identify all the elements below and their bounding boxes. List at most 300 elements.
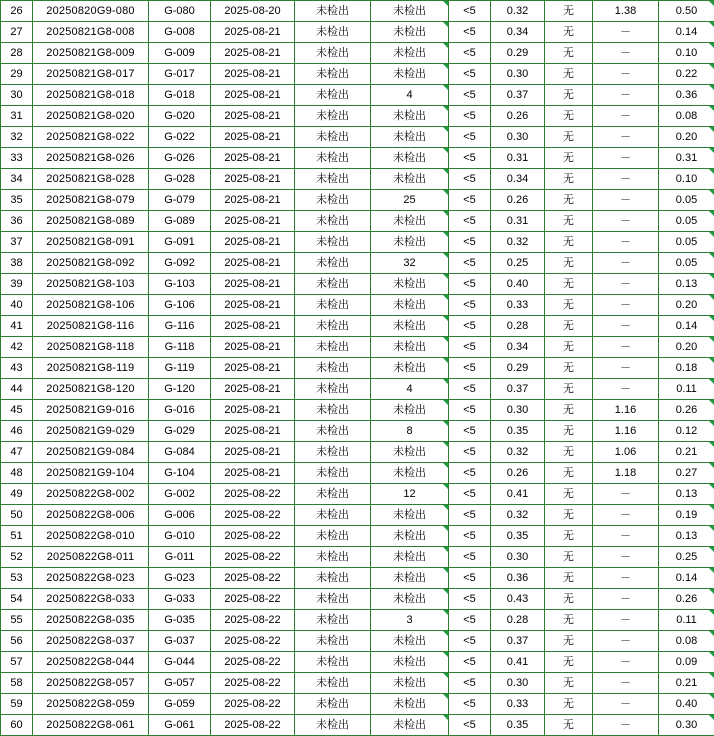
cell-date[interactable]: 2025-08-22 — [211, 673, 295, 694]
cell-index[interactable]: 28 — [1, 43, 33, 64]
cell-result-7[interactable]: 0.40 — [659, 694, 714, 715]
cell-result-4[interactable]: 0.33 — [491, 694, 545, 715]
cell-result-6[interactable]: － — [593, 652, 659, 673]
cell-result-6[interactable]: 1.38 — [593, 1, 659, 22]
cell-result-6[interactable]: － — [593, 148, 659, 169]
cell-result-5[interactable]: 无 — [545, 337, 593, 358]
cell-result-7[interactable]: 0.05 — [659, 232, 714, 253]
cell-index[interactable]: 36 — [1, 211, 33, 232]
cell-result-3[interactable]: <5 — [449, 190, 491, 211]
cell-sample-id[interactable]: 20250821G9-029 — [33, 421, 149, 442]
cell-result-2[interactable]: 未检出 — [371, 400, 449, 421]
cell-result-6[interactable]: － — [593, 85, 659, 106]
cell-result-1[interactable]: 未检出 — [295, 85, 371, 106]
cell-sample-id[interactable]: 20250821G8-103 — [33, 274, 149, 295]
cell-result-5[interactable]: 无 — [545, 421, 593, 442]
cell-result-2[interactable]: 未检出 — [371, 442, 449, 463]
cell-result-3[interactable]: <5 — [449, 526, 491, 547]
cell-result-3[interactable]: <5 — [449, 1, 491, 22]
cell-result-7[interactable]: 0.05 — [659, 253, 714, 274]
cell-index[interactable]: 38 — [1, 253, 33, 274]
cell-code[interactable]: G-037 — [149, 631, 211, 652]
cell-result-6[interactable]: － — [593, 337, 659, 358]
cell-result-4[interactable]: 0.26 — [491, 190, 545, 211]
cell-result-4[interactable]: 0.41 — [491, 484, 545, 505]
cell-result-5[interactable]: 无 — [545, 484, 593, 505]
cell-result-7[interactable]: 0.12 — [659, 421, 714, 442]
cell-result-5[interactable]: 无 — [545, 505, 593, 526]
cell-result-6[interactable]: － — [593, 295, 659, 316]
cell-result-5[interactable]: 无 — [545, 22, 593, 43]
cell-result-2[interactable]: 未检出 — [371, 358, 449, 379]
cell-code[interactable]: G-016 — [149, 400, 211, 421]
cell-code[interactable]: G-022 — [149, 127, 211, 148]
cell-result-5[interactable]: 无 — [545, 694, 593, 715]
cell-result-5[interactable]: 无 — [545, 400, 593, 421]
cell-result-1[interactable]: 未检出 — [295, 547, 371, 568]
cell-result-7[interactable]: 0.08 — [659, 631, 714, 652]
cell-sample-id[interactable]: 20250821G9-084 — [33, 442, 149, 463]
cell-result-7[interactable]: 0.05 — [659, 211, 714, 232]
cell-result-4[interactable]: 0.25 — [491, 253, 545, 274]
cell-date[interactable]: 2025-08-21 — [211, 85, 295, 106]
cell-result-1[interactable]: 未检出 — [295, 673, 371, 694]
cell-result-2[interactable]: 未检出 — [371, 148, 449, 169]
cell-sample-id[interactable]: 20250822G8-037 — [33, 631, 149, 652]
cell-result-7[interactable]: 0.18 — [659, 358, 714, 379]
cell-index[interactable]: 58 — [1, 673, 33, 694]
cell-result-2[interactable]: 未检出 — [371, 22, 449, 43]
cell-result-3[interactable]: <5 — [449, 127, 491, 148]
cell-result-4[interactable]: 0.36 — [491, 568, 545, 589]
cell-sample-id[interactable]: 20250822G8-044 — [33, 652, 149, 673]
cell-result-5[interactable]: 无 — [545, 610, 593, 631]
cell-index[interactable]: 37 — [1, 232, 33, 253]
cell-result-5[interactable]: 无 — [545, 547, 593, 568]
cell-date[interactable]: 2025-08-22 — [211, 547, 295, 568]
cell-result-4[interactable]: 0.31 — [491, 211, 545, 232]
cell-code[interactable]: G-084 — [149, 442, 211, 463]
cell-result-1[interactable]: 未检出 — [295, 169, 371, 190]
cell-result-3[interactable]: <5 — [449, 106, 491, 127]
cell-result-5[interactable]: 无 — [545, 463, 593, 484]
cell-index[interactable]: 40 — [1, 295, 33, 316]
cell-result-5[interactable]: 无 — [545, 316, 593, 337]
cell-date[interactable]: 2025-08-21 — [211, 316, 295, 337]
cell-result-2[interactable]: 4 — [371, 85, 449, 106]
cell-result-3[interactable]: <5 — [449, 715, 491, 736]
cell-code[interactable]: G-057 — [149, 673, 211, 694]
cell-result-7[interactable]: 0.10 — [659, 169, 714, 190]
cell-result-6[interactable]: 1.18 — [593, 463, 659, 484]
cell-result-3[interactable]: <5 — [449, 169, 491, 190]
cell-date[interactable]: 2025-08-22 — [211, 505, 295, 526]
cell-result-1[interactable]: 未检出 — [295, 379, 371, 400]
cell-result-1[interactable]: 未检出 — [295, 127, 371, 148]
cell-result-2[interactable]: 未检出 — [371, 505, 449, 526]
cell-result-4[interactable]: 0.35 — [491, 715, 545, 736]
cell-result-7[interactable]: 0.30 — [659, 715, 714, 736]
cell-result-6[interactable]: － — [593, 673, 659, 694]
cell-result-2[interactable]: 未检出 — [371, 211, 449, 232]
cell-sample-id[interactable]: 20250821G8-026 — [33, 148, 149, 169]
cell-result-4[interactable]: 0.28 — [491, 610, 545, 631]
cell-date[interactable]: 2025-08-21 — [211, 43, 295, 64]
cell-code[interactable]: G-023 — [149, 568, 211, 589]
cell-result-3[interactable]: <5 — [449, 148, 491, 169]
cell-code[interactable]: G-092 — [149, 253, 211, 274]
cell-result-3[interactable]: <5 — [449, 610, 491, 631]
cell-date[interactable]: 2025-08-21 — [211, 463, 295, 484]
cell-index[interactable]: 29 — [1, 64, 33, 85]
cell-result-1[interactable]: 未检出 — [295, 274, 371, 295]
cell-result-3[interactable]: <5 — [449, 505, 491, 526]
cell-index[interactable]: 50 — [1, 505, 33, 526]
cell-result-2[interactable]: 4 — [371, 379, 449, 400]
cell-sample-id[interactable]: 20250821G8-119 — [33, 358, 149, 379]
cell-result-6[interactable]: － — [593, 547, 659, 568]
cell-result-4[interactable]: 0.34 — [491, 169, 545, 190]
cell-result-2[interactable]: 未检出 — [371, 295, 449, 316]
cell-result-7[interactable]: 0.14 — [659, 22, 714, 43]
cell-result-1[interactable]: 未检出 — [295, 43, 371, 64]
cell-result-1[interactable]: 未检出 — [295, 463, 371, 484]
cell-index[interactable]: 54 — [1, 589, 33, 610]
cell-result-5[interactable]: 无 — [545, 190, 593, 211]
cell-result-6[interactable]: － — [593, 505, 659, 526]
cell-result-1[interactable]: 未检出 — [295, 295, 371, 316]
cell-result-6[interactable]: － — [593, 568, 659, 589]
cell-code[interactable]: G-079 — [149, 190, 211, 211]
cell-result-2[interactable]: 未检出 — [371, 568, 449, 589]
cell-result-3[interactable]: <5 — [449, 421, 491, 442]
cell-result-1[interactable]: 未检出 — [295, 631, 371, 652]
cell-code[interactable]: G-044 — [149, 652, 211, 673]
cell-index[interactable]: 49 — [1, 484, 33, 505]
cell-sample-id[interactable]: 20250821G9-104 — [33, 463, 149, 484]
cell-code[interactable]: G-080 — [149, 1, 211, 22]
cell-result-3[interactable]: <5 — [449, 463, 491, 484]
cell-result-3[interactable]: <5 — [449, 379, 491, 400]
cell-date[interactable]: 2025-08-21 — [211, 127, 295, 148]
cell-result-4[interactable]: 0.37 — [491, 85, 545, 106]
cell-result-7[interactable]: 0.11 — [659, 379, 714, 400]
cell-sample-id[interactable]: 20250821G8-089 — [33, 211, 149, 232]
cell-result-7[interactable]: 0.19 — [659, 505, 714, 526]
cell-result-5[interactable]: 无 — [545, 85, 593, 106]
cell-code[interactable]: G-104 — [149, 463, 211, 484]
cell-result-4[interactable]: 0.32 — [491, 1, 545, 22]
cell-sample-id[interactable]: 20250821G8-091 — [33, 232, 149, 253]
cell-date[interactable]: 2025-08-21 — [211, 253, 295, 274]
cell-sample-id[interactable]: 20250821G8-022 — [33, 127, 149, 148]
cell-date[interactable]: 2025-08-21 — [211, 169, 295, 190]
cell-result-1[interactable]: 未检出 — [295, 589, 371, 610]
cell-code[interactable]: G-116 — [149, 316, 211, 337]
cell-result-2[interactable]: 未检出 — [371, 463, 449, 484]
cell-result-5[interactable]: 无 — [545, 253, 593, 274]
cell-date[interactable]: 2025-08-22 — [211, 589, 295, 610]
cell-result-3[interactable]: <5 — [449, 673, 491, 694]
cell-code[interactable]: G-103 — [149, 274, 211, 295]
cell-date[interactable]: 2025-08-21 — [211, 148, 295, 169]
cell-result-1[interactable]: 未检出 — [295, 1, 371, 22]
cell-result-3[interactable]: <5 — [449, 43, 491, 64]
cell-result-3[interactable]: <5 — [449, 337, 491, 358]
cell-result-1[interactable]: 未检出 — [295, 526, 371, 547]
cell-result-1[interactable]: 未检出 — [295, 421, 371, 442]
cell-result-1[interactable]: 未检出 — [295, 652, 371, 673]
cell-result-6[interactable]: － — [593, 694, 659, 715]
cell-sample-id[interactable]: 20250821G8-018 — [33, 85, 149, 106]
cell-code[interactable]: G-089 — [149, 211, 211, 232]
cell-sample-id[interactable]: 20250821G8-008 — [33, 22, 149, 43]
cell-index[interactable]: 53 — [1, 568, 33, 589]
cell-index[interactable]: 30 — [1, 85, 33, 106]
cell-date[interactable]: 2025-08-21 — [211, 106, 295, 127]
cell-result-6[interactable]: 1.06 — [593, 442, 659, 463]
cell-date[interactable]: 2025-08-21 — [211, 379, 295, 400]
cell-result-2[interactable]: 未检出 — [371, 673, 449, 694]
cell-result-3[interactable]: <5 — [449, 568, 491, 589]
cell-index[interactable]: 27 — [1, 22, 33, 43]
cell-result-7[interactable]: 0.22 — [659, 64, 714, 85]
cell-result-6[interactable]: － — [593, 106, 659, 127]
cell-sample-id[interactable]: 20250821G8-079 — [33, 190, 149, 211]
cell-result-4[interactable]: 0.34 — [491, 337, 545, 358]
cell-date[interactable]: 2025-08-22 — [211, 631, 295, 652]
cell-date[interactable]: 2025-08-21 — [211, 400, 295, 421]
cell-result-4[interactable]: 0.26 — [491, 106, 545, 127]
cell-result-1[interactable]: 未检出 — [295, 106, 371, 127]
cell-result-6[interactable]: － — [593, 589, 659, 610]
cell-result-4[interactable]: 0.32 — [491, 505, 545, 526]
cell-result-7[interactable]: 0.14 — [659, 568, 714, 589]
cell-result-2[interactable]: 8 — [371, 421, 449, 442]
cell-result-7[interactable]: 0.26 — [659, 400, 714, 421]
cell-result-4[interactable]: 0.32 — [491, 232, 545, 253]
cell-result-1[interactable]: 未检出 — [295, 694, 371, 715]
cell-result-3[interactable]: <5 — [449, 358, 491, 379]
cell-result-2[interactable]: 25 — [371, 190, 449, 211]
cell-sample-id[interactable]: 20250821G8-009 — [33, 43, 149, 64]
cell-code[interactable]: G-091 — [149, 232, 211, 253]
cell-result-7[interactable]: 0.09 — [659, 652, 714, 673]
cell-result-4[interactable]: 0.30 — [491, 400, 545, 421]
cell-index[interactable]: 48 — [1, 463, 33, 484]
cell-result-7[interactable]: 0.26 — [659, 589, 714, 610]
cell-sample-id[interactable]: 20250822G8-035 — [33, 610, 149, 631]
cell-result-6[interactable]: － — [593, 631, 659, 652]
cell-date[interactable]: 2025-08-22 — [211, 526, 295, 547]
cell-result-4[interactable]: 0.26 — [491, 463, 545, 484]
cell-result-5[interactable]: 无 — [545, 64, 593, 85]
cell-result-4[interactable]: 0.41 — [491, 652, 545, 673]
cell-sample-id[interactable]: 20250821G8-120 — [33, 379, 149, 400]
cell-result-6[interactable]: － — [593, 610, 659, 631]
cell-result-2[interactable]: 未检出 — [371, 337, 449, 358]
cell-result-5[interactable]: 无 — [545, 652, 593, 673]
cell-code[interactable]: G-119 — [149, 358, 211, 379]
cell-code[interactable]: G-006 — [149, 505, 211, 526]
cell-result-6[interactable]: － — [593, 43, 659, 64]
cell-code[interactable]: G-120 — [149, 379, 211, 400]
cell-result-3[interactable]: <5 — [449, 211, 491, 232]
cell-result-7[interactable]: 0.10 — [659, 43, 714, 64]
cell-result-1[interactable]: 未检出 — [295, 232, 371, 253]
cell-result-4[interactable]: 0.30 — [491, 673, 545, 694]
cell-result-2[interactable]: 未检出 — [371, 316, 449, 337]
cell-index[interactable]: 34 — [1, 169, 33, 190]
cell-index[interactable]: 32 — [1, 127, 33, 148]
cell-index[interactable]: 26 — [1, 1, 33, 22]
cell-result-7[interactable]: 0.50 — [659, 1, 714, 22]
cell-result-3[interactable]: <5 — [449, 274, 491, 295]
cell-result-2[interactable]: 未检出 — [371, 232, 449, 253]
cell-result-4[interactable]: 0.30 — [491, 64, 545, 85]
cell-code[interactable]: G-008 — [149, 22, 211, 43]
cell-date[interactable]: 2025-08-22 — [211, 484, 295, 505]
cell-sample-id[interactable]: 20250822G8-061 — [33, 715, 149, 736]
cell-result-2[interactable]: 32 — [371, 253, 449, 274]
cell-index[interactable]: 45 — [1, 400, 33, 421]
cell-result-1[interactable]: 未检出 — [295, 715, 371, 736]
cell-result-1[interactable]: 未检出 — [295, 190, 371, 211]
cell-result-6[interactable]: － — [593, 379, 659, 400]
cell-result-4[interactable]: 0.37 — [491, 631, 545, 652]
cell-result-5[interactable]: 无 — [545, 358, 593, 379]
cell-result-1[interactable]: 未检出 — [295, 358, 371, 379]
cell-result-5[interactable]: 无 — [545, 169, 593, 190]
cell-result-6[interactable]: － — [593, 484, 659, 505]
cell-result-6[interactable]: － — [593, 211, 659, 232]
cell-result-2[interactable]: 未检出 — [371, 127, 449, 148]
cell-result-5[interactable]: 无 — [545, 526, 593, 547]
cell-index[interactable]: 41 — [1, 316, 33, 337]
cell-result-4[interactable]: 0.33 — [491, 295, 545, 316]
cell-sample-id[interactable]: 20250821G8-028 — [33, 169, 149, 190]
cell-sample-id[interactable]: 20250821G8-118 — [33, 337, 149, 358]
cell-sample-id[interactable]: 20250821G9-016 — [33, 400, 149, 421]
cell-result-6[interactable]: － — [593, 64, 659, 85]
cell-index[interactable]: 33 — [1, 148, 33, 169]
cell-result-3[interactable]: <5 — [449, 484, 491, 505]
cell-result-3[interactable]: <5 — [449, 295, 491, 316]
cell-index[interactable]: 44 — [1, 379, 33, 400]
cell-date[interactable]: 2025-08-21 — [211, 22, 295, 43]
cell-date[interactable]: 2025-08-21 — [211, 358, 295, 379]
cell-date[interactable]: 2025-08-21 — [211, 64, 295, 85]
cell-result-2[interactable]: 未检出 — [371, 526, 449, 547]
cell-result-6[interactable]: － — [593, 253, 659, 274]
cell-result-1[interactable]: 未检出 — [295, 442, 371, 463]
cell-result-6[interactable]: － — [593, 190, 659, 211]
cell-result-2[interactable]: 12 — [371, 484, 449, 505]
cell-result-4[interactable]: 0.30 — [491, 127, 545, 148]
cell-result-3[interactable]: <5 — [449, 652, 491, 673]
cell-result-2[interactable]: 未检出 — [371, 589, 449, 610]
cell-code[interactable]: G-017 — [149, 64, 211, 85]
cell-result-6[interactable]: － — [593, 22, 659, 43]
cell-index[interactable]: 31 — [1, 106, 33, 127]
cell-index[interactable]: 51 — [1, 526, 33, 547]
cell-date[interactable]: 2025-08-21 — [211, 442, 295, 463]
cell-result-7[interactable]: 0.08 — [659, 106, 714, 127]
cell-index[interactable]: 59 — [1, 694, 33, 715]
cell-result-2[interactable]: 未检出 — [371, 631, 449, 652]
cell-result-6[interactable]: － — [593, 232, 659, 253]
cell-result-5[interactable]: 无 — [545, 1, 593, 22]
cell-code[interactable]: G-028 — [149, 169, 211, 190]
cell-result-4[interactable]: 0.31 — [491, 148, 545, 169]
cell-result-6[interactable]: 1.16 — [593, 421, 659, 442]
cell-code[interactable]: G-118 — [149, 337, 211, 358]
cell-date[interactable]: 2025-08-22 — [211, 652, 295, 673]
cell-result-7[interactable]: 0.11 — [659, 610, 714, 631]
cell-result-5[interactable]: 无 — [545, 673, 593, 694]
cell-result-1[interactable]: 未检出 — [295, 400, 371, 421]
cell-result-7[interactable]: 0.13 — [659, 274, 714, 295]
cell-result-7[interactable]: 0.20 — [659, 295, 714, 316]
cell-sample-id[interactable]: 20250822G8-006 — [33, 505, 149, 526]
cell-code[interactable]: G-026 — [149, 148, 211, 169]
cell-result-4[interactable]: 0.30 — [491, 547, 545, 568]
cell-date[interactable]: 2025-08-20 — [211, 1, 295, 22]
cell-result-1[interactable]: 未检出 — [295, 253, 371, 274]
cell-index[interactable]: 43 — [1, 358, 33, 379]
cell-sample-id[interactable]: 20250820G9-080 — [33, 1, 149, 22]
cell-result-5[interactable]: 无 — [545, 568, 593, 589]
cell-result-3[interactable]: <5 — [449, 631, 491, 652]
cell-code[interactable]: G-061 — [149, 715, 211, 736]
cell-code[interactable]: G-029 — [149, 421, 211, 442]
cell-result-4[interactable]: 0.40 — [491, 274, 545, 295]
cell-sample-id[interactable]: 20250821G8-092 — [33, 253, 149, 274]
cell-result-4[interactable]: 0.37 — [491, 379, 545, 400]
cell-result-5[interactable]: 无 — [545, 211, 593, 232]
cell-sample-id[interactable]: 20250822G8-057 — [33, 673, 149, 694]
cell-code[interactable]: G-018 — [149, 85, 211, 106]
cell-date[interactable]: 2025-08-22 — [211, 610, 295, 631]
cell-result-5[interactable]: 无 — [545, 274, 593, 295]
cell-result-2[interactable]: 未检出 — [371, 652, 449, 673]
cell-result-2[interactable]: 未检出 — [371, 274, 449, 295]
cell-result-1[interactable]: 未检出 — [295, 484, 371, 505]
cell-result-3[interactable]: <5 — [449, 253, 491, 274]
cell-result-4[interactable]: 0.35 — [491, 526, 545, 547]
cell-result-6[interactable]: － — [593, 127, 659, 148]
cell-result-2[interactable]: 未检出 — [371, 169, 449, 190]
cell-result-5[interactable]: 无 — [545, 715, 593, 736]
cell-index[interactable]: 47 — [1, 442, 33, 463]
cell-result-6[interactable]: － — [593, 169, 659, 190]
cell-index[interactable]: 39 — [1, 274, 33, 295]
cell-result-4[interactable]: 0.35 — [491, 421, 545, 442]
cell-result-1[interactable]: 未检出 — [295, 568, 371, 589]
cell-date[interactable]: 2025-08-22 — [211, 568, 295, 589]
cell-result-7[interactable]: 0.21 — [659, 673, 714, 694]
cell-result-5[interactable]: 无 — [545, 442, 593, 463]
cell-result-4[interactable]: 0.29 — [491, 43, 545, 64]
cell-result-1[interactable]: 未检出 — [295, 337, 371, 358]
cell-result-3[interactable]: <5 — [449, 316, 491, 337]
cell-result-2[interactable]: 未检出 — [371, 547, 449, 568]
cell-code[interactable]: G-033 — [149, 589, 211, 610]
cell-result-7[interactable]: 0.20 — [659, 337, 714, 358]
cell-result-7[interactable]: 0.25 — [659, 547, 714, 568]
cell-sample-id[interactable]: 20250821G8-020 — [33, 106, 149, 127]
cell-result-1[interactable]: 未检出 — [295, 505, 371, 526]
